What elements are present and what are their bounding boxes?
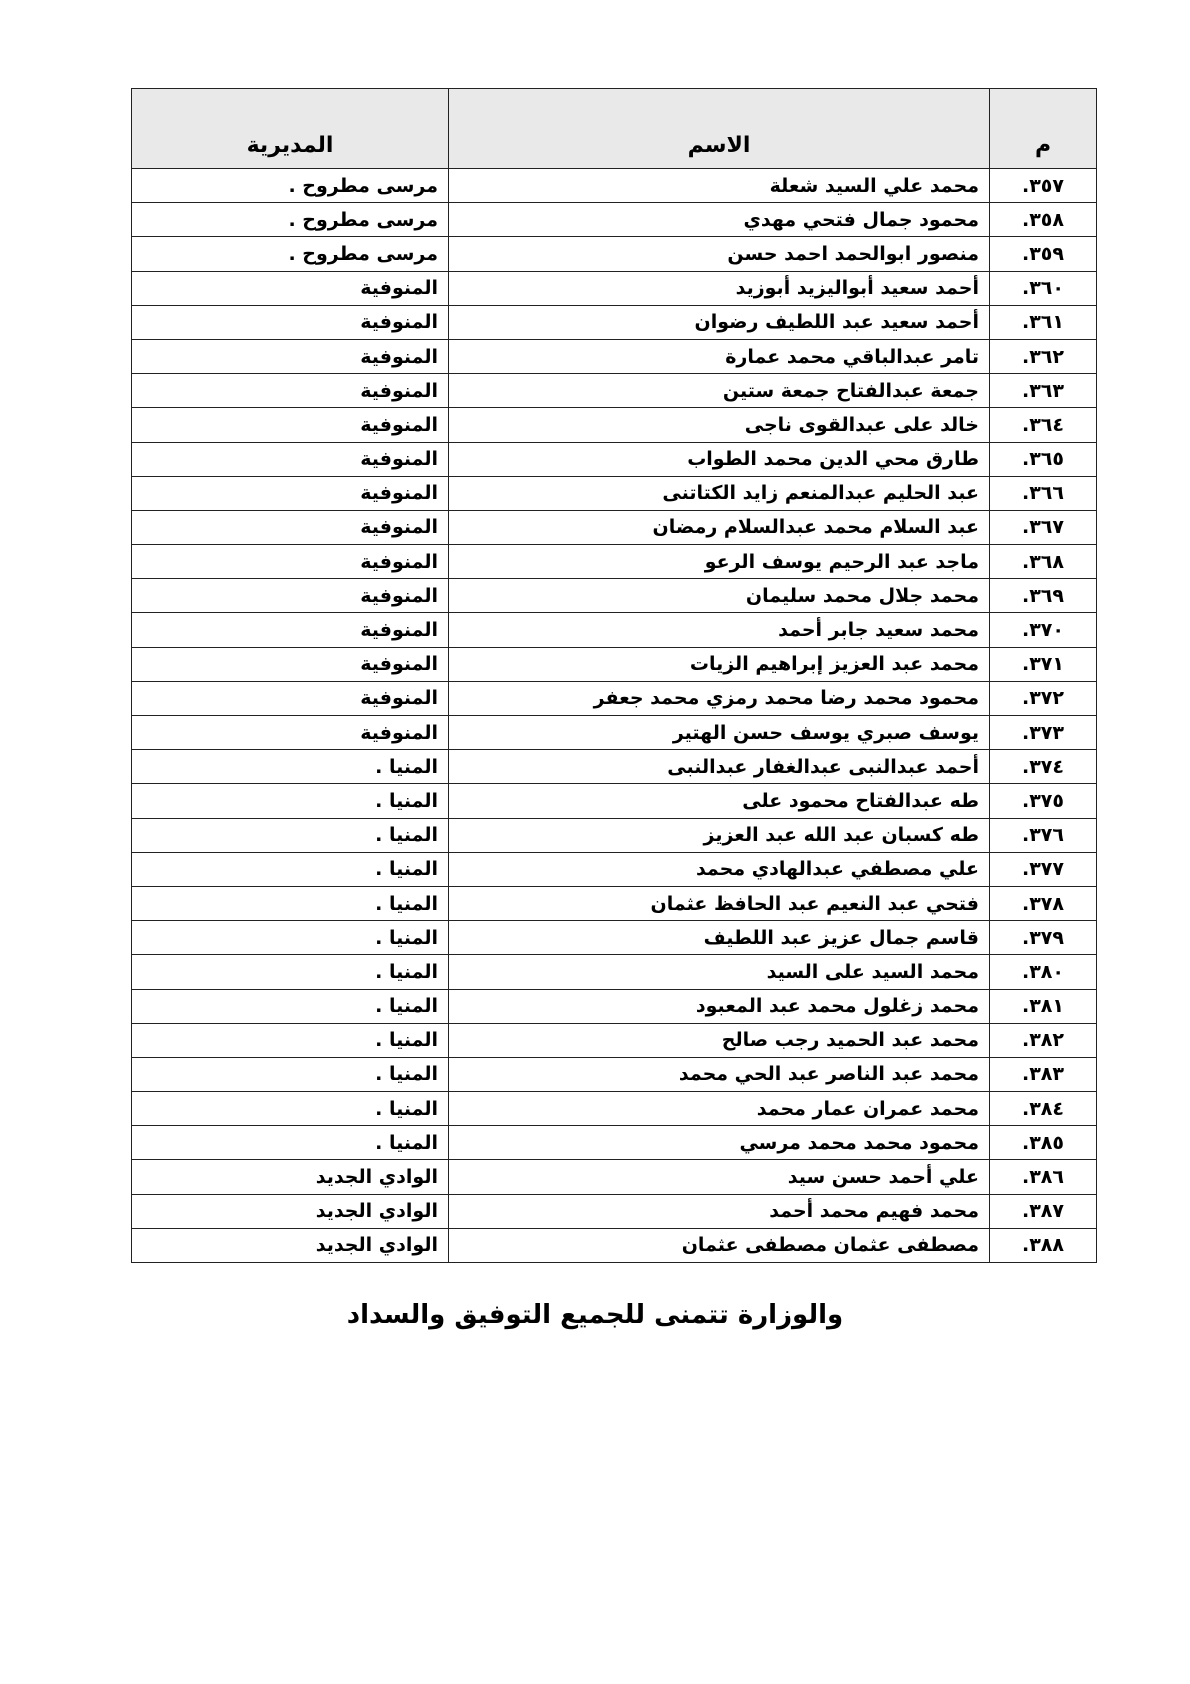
row-number: ٣٧٣.: [990, 716, 1097, 750]
row-number: ٣٨٠.: [990, 955, 1097, 989]
table-row: [132, 784, 1097, 818]
closing-note: والوزارة تتمنى للجميع التوفيق والسداد: [346, 1300, 844, 1330]
row-directorate: المنيا .: [132, 955, 449, 989]
table-row: [132, 1023, 1097, 1057]
table-row: [132, 305, 1097, 339]
row-name: محمود محمد رضا محمد رمزي محمد جعفر: [449, 681, 990, 715]
row-name: محمد عمران عمار محمد: [449, 1092, 990, 1126]
row-number: ٣٧٠.: [990, 613, 1097, 647]
table-row: [132, 955, 1097, 989]
row-directorate: المنوفية: [132, 510, 449, 544]
row-number: ٣٧٤.: [990, 750, 1097, 784]
row-directorate: المنوفية: [132, 374, 449, 408]
row-name: علي مصطفي عبدالهادي محمد: [449, 852, 990, 886]
table-row: [132, 647, 1097, 681]
table-row: [132, 1228, 1097, 1262]
row-name: أحمد سعيد عبد اللطيف رضوان: [449, 305, 990, 339]
roster-table-container: [131, 88, 1096, 1263]
row-name: محمد زغلول محمد عبد المعبود: [449, 989, 990, 1023]
table-row: [132, 339, 1097, 373]
header-name: الاسم: [449, 89, 990, 169]
row-directorate: المنيا .: [132, 750, 449, 784]
row-directorate: المنوفية: [132, 647, 449, 681]
table-row: [132, 476, 1097, 510]
row-number: ٣٨٤.: [990, 1092, 1097, 1126]
header-number: م: [990, 89, 1097, 169]
row-name: جمعة عبدالفتاح جمعة ستين: [449, 374, 990, 408]
row-number: ٣٦٠.: [990, 271, 1097, 305]
table-row: [132, 545, 1097, 579]
table-row: [132, 408, 1097, 442]
row-name: محمد السيد على السيد: [449, 955, 990, 989]
table-row: [132, 1092, 1097, 1126]
table-row: [132, 1057, 1097, 1091]
roster-table: [131, 88, 1097, 1263]
row-number: ٣٦٧.: [990, 510, 1097, 544]
row-directorate: المنيا .: [132, 784, 449, 818]
row-number: ٣٨٣.: [990, 1057, 1097, 1091]
row-directorate: المنيا .: [132, 1057, 449, 1091]
row-number: ٣٦٢.: [990, 339, 1097, 373]
row-number: ٣٦١.: [990, 305, 1097, 339]
row-directorate: المنوفية: [132, 271, 449, 305]
row-name: قاسم جمال عزيز عبد اللطيف: [449, 921, 990, 955]
row-directorate: المنيا .: [132, 921, 449, 955]
row-number: ٣٧٨.: [990, 886, 1097, 920]
table-row: [132, 169, 1097, 203]
row-name: علي أحمد حسن سيد: [449, 1160, 990, 1194]
row-number: ٣٨٥.: [990, 1126, 1097, 1160]
row-directorate: المنوفية: [132, 442, 449, 476]
row-directorate: مرسى مطروح .: [132, 203, 449, 237]
table-row: [132, 852, 1097, 886]
row-number: ٣٦٩.: [990, 579, 1097, 613]
row-directorate: المنيا .: [132, 852, 449, 886]
row-number: ٣٥٨.: [990, 203, 1097, 237]
row-directorate: المنوفية: [132, 681, 449, 715]
row-directorate: الوادي الجديد: [132, 1228, 449, 1262]
table-row: [132, 271, 1097, 305]
row-number: ٣٧١.: [990, 647, 1097, 681]
row-number: ٣٧٦.: [990, 818, 1097, 852]
table-row: [132, 886, 1097, 920]
row-number: ٣٦٤.: [990, 408, 1097, 442]
row-directorate: المنوفية: [132, 408, 449, 442]
row-name: محمد عبد الحميد رجب صالح: [449, 1023, 990, 1057]
row-directorate: المنوفية: [132, 716, 449, 750]
row-name: محمد عبد العزيز إبراهيم الزيات: [449, 647, 990, 681]
row-name: محمد جلال محمد سليمان: [449, 579, 990, 613]
row-name: أحمد سعيد أبواليزيد أبوزيد: [449, 271, 990, 305]
row-directorate: المنيا .: [132, 1126, 449, 1160]
row-directorate: الوادي الجديد: [132, 1160, 449, 1194]
row-directorate: مرسى مطروح .: [132, 237, 449, 271]
table-row: [132, 510, 1097, 544]
table-row: [132, 681, 1097, 715]
row-number: ٣٥٩.: [990, 237, 1097, 271]
row-name: طه كسبان عبد الله عبد العزيز: [449, 818, 990, 852]
row-name: محمد علي السيد شعلة: [449, 169, 990, 203]
table-row: [132, 818, 1097, 852]
row-number: ٣٧٢.: [990, 681, 1097, 715]
row-directorate: المنوفية: [132, 305, 449, 339]
row-directorate: المنوفية: [132, 339, 449, 373]
row-number: ٣٧٧.: [990, 852, 1097, 886]
row-directorate: المنيا .: [132, 1092, 449, 1126]
row-number: ٣٨٢.: [990, 1023, 1097, 1057]
row-name: طه عبدالفتاح محمود على: [449, 784, 990, 818]
table-row: [132, 203, 1097, 237]
row-directorate: المنوفية: [132, 545, 449, 579]
table-body: [132, 169, 1097, 1263]
row-number: ٣٨٧.: [990, 1194, 1097, 1228]
table-row: [132, 716, 1097, 750]
row-number: ٣٥٧.: [990, 169, 1097, 203]
table-row: [132, 989, 1097, 1023]
table-row: [132, 237, 1097, 271]
row-name: مصطفى عثمان مصطفى عثمان: [449, 1228, 990, 1262]
row-name: عبد السلام محمد عبدالسلام رمضان: [449, 510, 990, 544]
row-directorate: مرسى مطروح .: [132, 169, 449, 203]
row-number: ٣٨٦.: [990, 1160, 1097, 1194]
row-name: منصور ابوالحمد احمد حسن: [449, 237, 990, 271]
row-name: محمد عبد الناصر عبد الحي محمد: [449, 1057, 990, 1091]
row-number: ٣٦٣.: [990, 374, 1097, 408]
row-name: محمود محمد محمد مرسي: [449, 1126, 990, 1160]
table-row: [132, 1160, 1097, 1194]
table-row: [132, 1194, 1097, 1228]
row-number: ٣٧٥.: [990, 784, 1097, 818]
row-number: ٣٨٨.: [990, 1228, 1097, 1262]
row-directorate: المنيا .: [132, 989, 449, 1023]
row-directorate: المنوفية: [132, 476, 449, 510]
row-name: محمود جمال فتحي مهدي: [449, 203, 990, 237]
table-row: [132, 921, 1097, 955]
row-name: فتحي عبد النعيم عبد الحافظ عثمان: [449, 886, 990, 920]
table-row: [132, 374, 1097, 408]
row-number: ٣٦٨.: [990, 545, 1097, 579]
table-row: [132, 579, 1097, 613]
header-row: [132, 89, 1097, 169]
row-directorate: الوادي الجديد: [132, 1194, 449, 1228]
row-directorate: المنيا .: [132, 818, 449, 852]
row-name: طارق محي الدين محمد الطواب: [449, 442, 990, 476]
row-directorate: المنيا .: [132, 1023, 449, 1057]
row-name: تامر عبدالباقي محمد عمارة: [449, 339, 990, 373]
row-name: ماجد عبد الرحيم يوسف الرعو: [449, 545, 990, 579]
row-name: يوسف صبري يوسف حسن الهتير: [449, 716, 990, 750]
table-row: [132, 613, 1097, 647]
table-header: [132, 89, 1097, 169]
row-name: محمد فهيم محمد أحمد: [449, 1194, 990, 1228]
row-number: ٣٨١.: [990, 989, 1097, 1023]
row-number: ٣٧٩.: [990, 921, 1097, 955]
row-directorate: المنيا .: [132, 886, 449, 920]
row-number: ٣٦٦.: [990, 476, 1097, 510]
table-row: [132, 1126, 1097, 1160]
row-name: عبد الحليم عبدالمنعم زايد الكتاتنى: [449, 476, 990, 510]
table-row: [132, 750, 1097, 784]
table-row: [132, 442, 1097, 476]
row-number: ٣٦٥.: [990, 442, 1097, 476]
row-name: خالد على عبدالقوى ناجى: [449, 408, 990, 442]
row-name: أحمد عبدالنبى عبدالغفار عبدالنبى: [449, 750, 990, 784]
row-directorate: المنوفية: [132, 613, 449, 647]
row-directorate: المنوفية: [132, 579, 449, 613]
row-name: محمد سعيد جابر أحمد: [449, 613, 990, 647]
header-directorate: المديرية: [132, 89, 449, 169]
